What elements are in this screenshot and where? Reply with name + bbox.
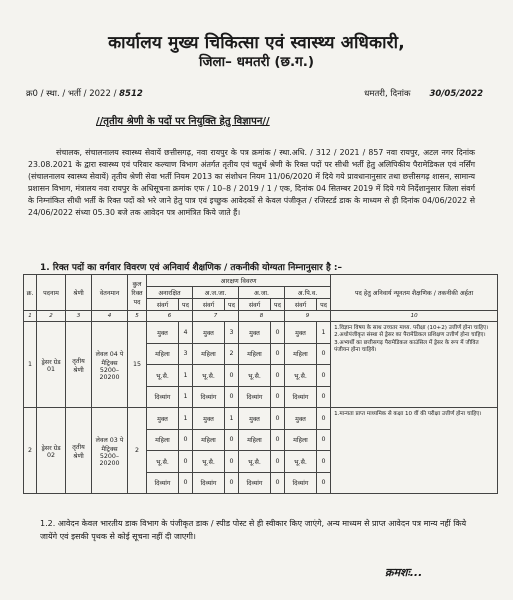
col-number: 4 <box>92 311 128 322</box>
cell-posts: 0 <box>225 386 239 408</box>
cell-posts: 1 <box>179 408 193 430</box>
table-row <box>24 322 498 344</box>
body-paragraph: संचालक, संचालनालय स्वास्थ्य सेवायें छत्तीसगढ़, नवा रायपुर के पत्र क्रमांक / स्था.अधि. / 312 / 2021 / 857 नवा रायपुर, अटल नगर दिनांक 23.08.2021 के द्वारा स्वास्थ्य एवं परिवार कल्याण विभाग अंतर्गत तृतीय एवं चतुर्थ श्रेणी के रिक्त पदों पर सीधी भर्ती हेतु अलिपिकीय पैरामेडिकल एवं नर्सिंग (संचालनालय स्वास्थ्य सेवायें) तृतीय श्रेणी सेवा भर्ती नियम 2013 का संशोधन नियम 11/06/2020 में दिये गये प्रावधानानुसार तथा छत्तीसगढ़ शासन, सामान्य प्रशासन विभाग, मंत्रालय नवा रायपुर के अधिसूचना क्रमांक एफ / 10–8 / 2019 / 1 / एक, दिनांक 04 सितम्बर 2019 में दिये गये निर्देशानुसार जिला संवर्ग के निम्नांकित सीधी भर्ती के रिक्त पदों को भरे जाने हेतु पात्र एवं इच्छुक आवेदकों से केवल पंजीकृत / रजिस्टर्ड डाक के माध्यम से ही दिनांक 04/06/2022 से 24/06/2022 संध्या 05.30 बजे तक आवेदन पत्र आमंत्रित किये जाते हैं। <box>28 148 475 217</box>
cell-total: 2 <box>128 408 147 494</box>
cell-posts: 0 <box>271 408 285 430</box>
reference-line <box>26 88 483 99</box>
cell-eligibility: 1.विज्ञान विषय के साथ उच्चतर माध्य. परीक्षा (10+2) उत्तीर्ण होना चाहिए। 2.अधोपंजीकृत संस्था से ड्रेसर का पैरामेडिकल प्रशिक्षण उत्तीर्ण होना चाहिए। 3.अभ्यर्थी का छत्तीसगढ़ पैरामेडिकल काउंसिल में ड्रेसर के रूप में जीवित पंजीयन होना चाहिये। <box>331 322 498 408</box>
col-number: 9 <box>285 311 331 322</box>
section-1-2: 1.2. आवेदन केवल भारतीय डाक विभाग के पंजीकृत डाक / स्पीड पोस्ट से ही स्वीकार किए जाएंगे, अन्य माध्यम से प्राप्त आवेदन पत्र मान्य नहीं किये जायेंगे एवं इसकी पृथक से कोई सूचना नहीं दी जाएगी। <box>40 519 467 541</box>
col-cat-sc: अ.जा. <box>239 287 285 299</box>
cell-cadre: महिला <box>193 343 225 365</box>
cell-posts: 0 <box>271 451 285 473</box>
col-cadre: संवर्ग <box>285 299 317 311</box>
col-number: 7 <box>193 311 239 322</box>
cell-class: तृतीय श्रेणी <box>66 408 92 494</box>
col-total: कुल रिक्त पद <box>128 275 147 311</box>
cell-cadre: महिला <box>285 343 317 365</box>
cell-cadre: भू.सै. <box>147 365 179 387</box>
cell-posts: 0 <box>317 386 331 408</box>
col-eligibility: पद हेतु अनिवार्य न्यूनतम शैक्षणिक / तकनीकी अर्हता <box>331 275 498 311</box>
cell-posts: 1 <box>317 322 331 344</box>
col-number: 1 <box>24 311 37 322</box>
col-number: 6 <box>147 311 193 322</box>
ref-prefix: क्र0 / स्था. / भर्ती / 2022 / <box>26 89 117 99</box>
cell-posts: 3 <box>225 322 239 344</box>
cell-cadre: भू.सै. <box>147 451 179 473</box>
cell-cadre: महिला <box>147 429 179 451</box>
cell-pay: लेवल 04 पे मैट्रिक्स 5200–20200 <box>92 322 128 408</box>
cell-cadre: मुक्त <box>239 408 271 430</box>
cell-posts: 0 <box>225 451 239 473</box>
cell-pay: लेवल 03 पे मैट्रिक्स 5200–20200 <box>92 408 128 494</box>
cell-total: 15 <box>128 322 147 408</box>
cell-posts: 0 <box>271 322 285 344</box>
ref-date-block <box>364 88 483 99</box>
cell-posts: 0 <box>317 365 331 387</box>
table-row <box>24 408 498 430</box>
cell-cadre: दिव्यांग <box>285 386 317 408</box>
cell-posts: 0 <box>179 472 193 494</box>
cell-posts: 0 <box>317 343 331 365</box>
cell-post: ड्रेसर ग्रेड 01 <box>37 322 66 408</box>
col-cat-st: अ.ज.जा. <box>193 287 239 299</box>
cell-cadre: दिव्यांग <box>193 386 225 408</box>
cell-post: ड्रेसर ग्रेड 02 <box>37 408 66 494</box>
col-posts: पद <box>271 299 285 311</box>
ref-number: 8512 <box>119 89 143 99</box>
place-date-label: धमतरी, दिनांक <box>364 89 411 99</box>
cell-posts: 0 <box>179 451 193 473</box>
cell-cadre: महिला <box>147 343 179 365</box>
cell-posts: 0 <box>271 472 285 494</box>
cell-posts: 0 <box>317 408 331 430</box>
cell-posts: 0 <box>271 429 285 451</box>
office-title: कार्यालय मुख्य चिकित्सा एवं स्वास्थ्य अधिकारी, <box>108 33 405 53</box>
cell-cadre: महिला <box>239 429 271 451</box>
cell-cadre: भू.सै. <box>285 365 317 387</box>
cell-posts: 1 <box>179 365 193 387</box>
cell-cadre: महिला <box>285 429 317 451</box>
col-cadre: संवर्ग <box>193 299 225 311</box>
col-posts: पद <box>317 299 331 311</box>
col-class: श्रेणी <box>66 275 92 311</box>
col-cadre: संवर्ग <box>147 299 179 311</box>
cell-cadre: मुक्त <box>239 322 271 344</box>
cell-posts: 0 <box>225 429 239 451</box>
cell-cadre: भू.सै. <box>193 451 225 473</box>
table-header-row <box>24 275 498 287</box>
col-number: 2 <box>37 311 66 322</box>
cell-posts: 1 <box>179 386 193 408</box>
cell-posts: 3 <box>179 343 193 365</box>
cell-cadre: मुक्त <box>193 408 225 430</box>
cell-cadre: मुक्त <box>147 322 179 344</box>
cell-posts: 0 <box>225 472 239 494</box>
col-posts: पद <box>179 299 193 311</box>
cell-posts: 2 <box>225 343 239 365</box>
cell-sno: 1 <box>24 322 37 408</box>
cell-posts: 0 <box>271 365 285 387</box>
cell-posts: 0 <box>225 365 239 387</box>
ref-date: 30/05/2022 <box>429 89 483 99</box>
cell-cadre: भू.सै. <box>193 365 225 387</box>
cell-cadre: महिला <box>193 429 225 451</box>
col-number: 10 <box>331 311 498 322</box>
cell-cadre: दिव्यांग <box>239 386 271 408</box>
col-pay: वेतनमान <box>92 275 128 311</box>
cell-posts: 0 <box>271 343 285 365</box>
cell-cadre: मुक्त <box>285 322 317 344</box>
cell-posts: 0 <box>179 429 193 451</box>
cell-cadre: भू.सै. <box>239 365 271 387</box>
cell-cadre: दिव्यांग <box>147 386 179 408</box>
cell-cadre: दिव्यांग <box>147 472 179 494</box>
vacancy-table <box>23 274 498 494</box>
cell-cadre: भू.सै. <box>239 451 271 473</box>
col-cat-general: अनारक्षित <box>147 287 193 299</box>
cell-cadre: दिव्यांग <box>285 472 317 494</box>
cell-class: तृतीय श्रेणी <box>66 322 92 408</box>
cell-posts: 0 <box>271 386 285 408</box>
subject-heading: //तृतीय श्रेणी के पदों पर नियुक्ति हेतु विज्ञापन// <box>96 116 270 127</box>
cell-sno: 2 <box>24 408 37 494</box>
col-reservation: आरक्षण विवरण <box>147 275 331 287</box>
col-number: 3 <box>66 311 92 322</box>
cell-posts: 0 <box>317 429 331 451</box>
column-number-row <box>24 311 498 322</box>
col-posts: पद <box>225 299 239 311</box>
cell-cadre: मुक्त <box>147 408 179 430</box>
district-title: जिला– धमतरी (छ.ग.) <box>198 54 315 70</box>
cell-cadre: दिव्यांग <box>193 472 225 494</box>
cell-posts: 1 <box>225 408 239 430</box>
signature-continued: क्रमशः... <box>385 566 423 579</box>
cell-cadre: मुक्त <box>285 408 317 430</box>
cell-cadre: महिला <box>239 343 271 365</box>
cell-posts: 4 <box>179 322 193 344</box>
section-1-title: 1. रिक्त पदों का वर्गवार विवरण एवं अनिवार्य शैक्षणिक / तकनीकी योग्यता निम्नानुसार है :– <box>40 263 342 273</box>
cell-cadre: भू.सै. <box>285 451 317 473</box>
cell-eligibility: 1.मान्यता प्राप्त माध्यमिक से कक्षा 10 वीं की परीक्षा उत्तीर्ण होना चाहिए। <box>331 408 498 494</box>
cell-cadre: दिव्यांग <box>239 472 271 494</box>
col-number: 5 <box>128 311 147 322</box>
cell-cadre: मुक्त <box>193 322 225 344</box>
col-number: 8 <box>239 311 285 322</box>
cell-posts: 0 <box>317 472 331 494</box>
col-post: पदनाम <box>37 275 66 311</box>
cell-posts: 0 <box>317 451 331 473</box>
col-sno: क्र. <box>24 275 37 311</box>
col-cadre: संवर्ग <box>239 299 271 311</box>
col-cat-obc: अ.पि.व. <box>285 287 331 299</box>
